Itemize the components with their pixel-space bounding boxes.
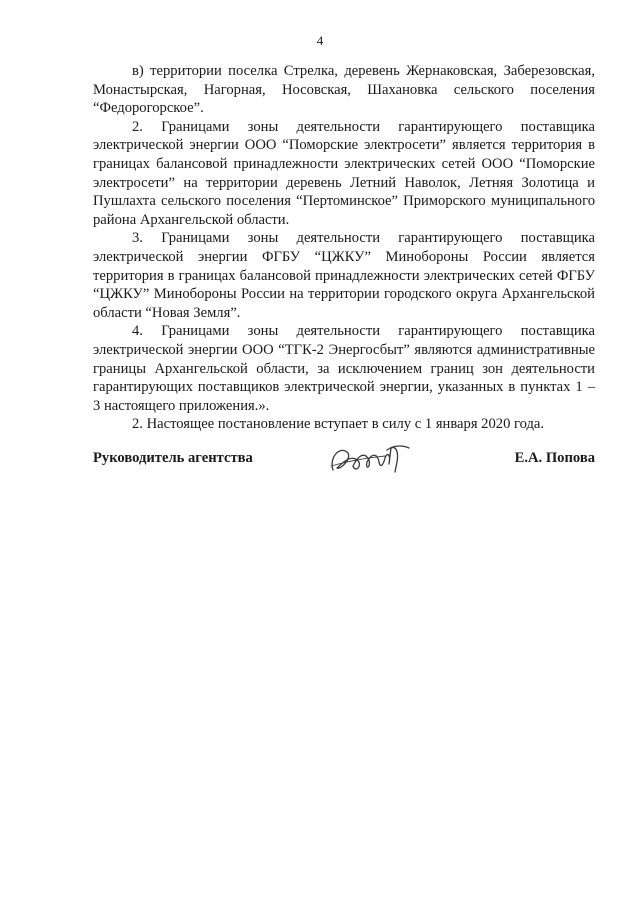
- handwritten-signature: [325, 440, 425, 482]
- paragraph-2: 2. Границами зоны деятельности гарантирующего поставщика электрической энергии ООО “Поморские электросети” является территория в границах балансовой принадлежности электрических сетей ООО “Поморские электросети” на территории деревень Летний Наволок, Летняя Золотица и Пушлахта сельского поселения “Пертоминское” Приморского муниципального района Архангельской области.: [93, 118, 595, 228]
- document-body: [93, 62, 595, 434]
- page-number: 4: [316, 33, 324, 48]
- paragraph-1v: в) территории поселка Стрелка, деревень Жернаковская, Заберезовская, Монастырская, Нагорная, Носовская, Шахановка сельского поселения “Федорогорское”.: [93, 63, 595, 117]
- signatory-name: Е.А. Попова: [514, 450, 595, 466]
- paragraph-4: 4. Границами зоны деятельности гарантирующего поставщика электрической энергии ООО “ТГК-2 Энергосбыт” являются административные границы Архангельской области, за исключением границ зон деятельности гарантирующих поставщиков электрической энергии, указанных в пунктах 1 – 3 настоящего приложения.».: [93, 323, 595, 414]
- paragraph-3: 3. Границами зоны деятельности гарантирующего поставщика электрической энергии ФГБУ “ЦЖКУ” Минобороны России является территория в границах балансовой принадлежности электрических сетей ФГБУ “ЦЖКУ” Минобороны России на территории городского округа Архангельской области “Новая Земля”.: [93, 230, 595, 321]
- signature-block: [93, 440, 595, 480]
- closing-paragraph: 2. Настоящее постановление вступает в силу с 1 января 2020 года.: [132, 416, 545, 433]
- signatory-title: Руководитель агентства: [93, 450, 253, 466]
